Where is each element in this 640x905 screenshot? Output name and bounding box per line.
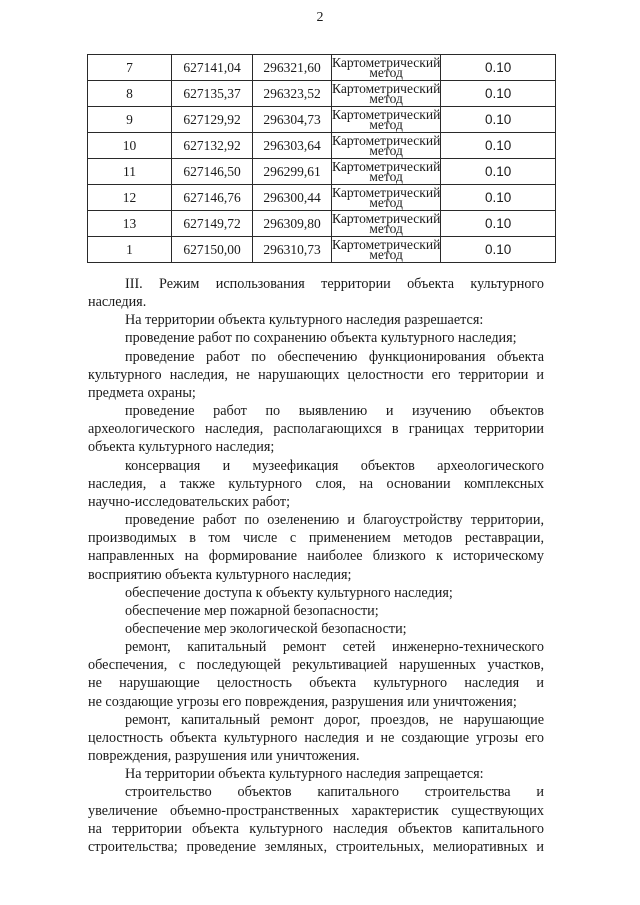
- table-cell-method: Картометрический метод: [332, 80, 441, 106]
- table-row: [88, 81, 556, 107]
- table-cell-accuracy: 0.10: [441, 185, 556, 211]
- allowed-item-2-line: культурного наследия, не нарушающих целостности его территории и: [88, 366, 544, 383]
- table-cell-y-coordinate: 296321,60: [253, 55, 332, 81]
- table-cell-y-coordinate: 296310,73: [253, 237, 332, 263]
- table-row: [88, 133, 556, 159]
- allowed-item-9-line: не создающие угрозы его повреждения, разрушения или уничтожения;: [88, 693, 517, 710]
- table-cell-x-coordinate: 627150,00: [172, 237, 253, 263]
- table-cell-point-number: 8: [88, 81, 172, 107]
- table-cell-point-number: 13: [88, 211, 172, 237]
- table-cell-method: Картометрический метод: [332, 184, 441, 210]
- table-cell-accuracy: 0.10: [441, 107, 556, 133]
- forbidden-item-1-line: увеличение объемно-пространственных характеристик существующих: [88, 802, 544, 819]
- allowed-item-7: обеспечение мер пожарной безопасности;: [125, 602, 379, 619]
- forbidden-intro: На территории объекта культурного наследия запрещается:: [125, 766, 484, 783]
- allowed-item-5: проведение работ по озеленению и благоустройству территории,: [125, 512, 544, 529]
- allowed-item-4-line: наследия, а также культурного слоя, на основании комплексных: [88, 475, 544, 492]
- table-cell-y-coordinate: 296323,52: [253, 81, 332, 107]
- allowed-item-3-line: археологического наследия, располагающихся в границах территории: [88, 421, 544, 438]
- table-cell-x-coordinate: 627146,50: [172, 159, 253, 185]
- forbidden-item-1-line: строительства; проведение земляных, строительных, мелиоративных и: [88, 838, 544, 855]
- table-cell-point-number: 10: [88, 133, 172, 159]
- table-cell-y-coordinate: 296304,73: [253, 107, 332, 133]
- allowed-item-10-line: повреждения, разрушения или уничтожения.: [88, 748, 360, 765]
- table-cell-x-coordinate: 627132,92: [172, 133, 253, 159]
- allowed-item-5-line: направленных на формирование наиболее близкого к историческому: [88, 548, 544, 565]
- allowed-item-10: ремонт, капитальный ремонт дорог, проездов, не нарушающие: [125, 711, 544, 728]
- allowed-item-6: обеспечение доступа к объекту культурного наследия;: [125, 584, 453, 601]
- table-cell-point-number: 11: [88, 159, 172, 185]
- table-cell-y-coordinate: 296299,61: [253, 159, 332, 185]
- allowed-intro: На территории объекта культурного наследия разрешается:: [125, 312, 484, 329]
- table-cell-x-coordinate: 627149,72: [172, 211, 253, 237]
- forbidden-item-1-line: на территории объекта культурного наследия объектов капитального: [88, 820, 544, 837]
- table-cell-accuracy: 0.10: [441, 237, 556, 263]
- allowed-item-8: обеспечение мер экологической безопасности;: [125, 620, 407, 637]
- table-cell-x-coordinate: 627135,37: [172, 81, 253, 107]
- section-title-continuation: наследия.: [88, 294, 147, 311]
- table-row: [88, 55, 556, 81]
- table-cell-accuracy: 0.10: [441, 211, 556, 237]
- table-cell-x-coordinate: 627141,04: [172, 55, 253, 81]
- allowed-item-3-line: объекта культурного наследия;: [88, 439, 275, 456]
- table-cell-x-coordinate: 627146,76: [172, 185, 253, 211]
- table-row: [88, 185, 556, 211]
- table-cell-x-coordinate: 627129,92: [172, 107, 253, 133]
- table-cell-method: Картометрический метод: [332, 158, 441, 184]
- document-body: [88, 275, 544, 856]
- table-cell-point-number: 9: [88, 107, 172, 133]
- table-cell-method: Картометрический метод: [332, 236, 441, 262]
- allowed-item-4: консервация и музеефикация объектов археологического: [125, 457, 544, 474]
- table-row: [88, 237, 556, 263]
- coordinates-table-body: [88, 55, 556, 263]
- table-cell-point-number: 12: [88, 185, 172, 211]
- table-row: [88, 159, 556, 185]
- table-cell-accuracy: 0.10: [441, 133, 556, 159]
- allowed-item-1: проведение работ по сохранению объекта культурного наследия;: [125, 330, 517, 347]
- allowed-item-4-line: научно-исследовательских работ;: [88, 493, 291, 510]
- table-cell-method: Картометрический метод: [332, 132, 441, 158]
- table-row: [88, 211, 556, 237]
- table-cell-accuracy: 0.10: [441, 55, 556, 81]
- forbidden-item-1: строительство объектов капитального строительства и: [125, 784, 544, 801]
- table-cell-y-coordinate: 296303,64: [253, 133, 332, 159]
- allowed-item-5-line: восприятию объекта культурного наследия;: [88, 566, 352, 583]
- table-cell-method: Картометрический метод: [332, 54, 441, 80]
- allowed-item-9: ремонт, капитальный ремонт сетей инженерно-технического: [125, 639, 544, 656]
- allowed-item-10-line: целостность объекта культурного наследия и не создающие угрозы его: [88, 729, 544, 746]
- coordinates-table: [87, 54, 556, 263]
- allowed-item-9-line: обеспечения, с последующей рекультивацией нарушенных участков,: [88, 657, 544, 674]
- allowed-item-3: проведение работ по выявлению и изучению объектов: [125, 403, 544, 420]
- table-cell-point-number: 1: [88, 237, 172, 263]
- table-cell-y-coordinate: 296309,80: [253, 211, 332, 237]
- table-cell-accuracy: 0.10: [441, 159, 556, 185]
- table-cell-point-number: 7: [88, 55, 172, 81]
- table-cell-method: Картометрический метод: [332, 106, 441, 132]
- allowed-item-9-line: не нарушающие целостность объекта культурного наследия и: [88, 675, 544, 692]
- allowed-item-5-line: производимых в том числе с применением методов реставрации,: [88, 530, 544, 547]
- allowed-item-2-line: предмета охраны;: [88, 384, 196, 401]
- table-cell-y-coordinate: 296300,44: [253, 185, 332, 211]
- page-number: 2: [316, 10, 324, 25]
- table-cell-method: Картометрический метод: [332, 210, 441, 236]
- table-cell-accuracy: 0.10: [441, 81, 556, 107]
- section-title: III. Режим использования территории объекта культурного: [125, 276, 544, 292]
- table-row: [88, 107, 556, 133]
- allowed-item-2: проведение работ по обеспечению функционирования объекта: [125, 348, 544, 365]
